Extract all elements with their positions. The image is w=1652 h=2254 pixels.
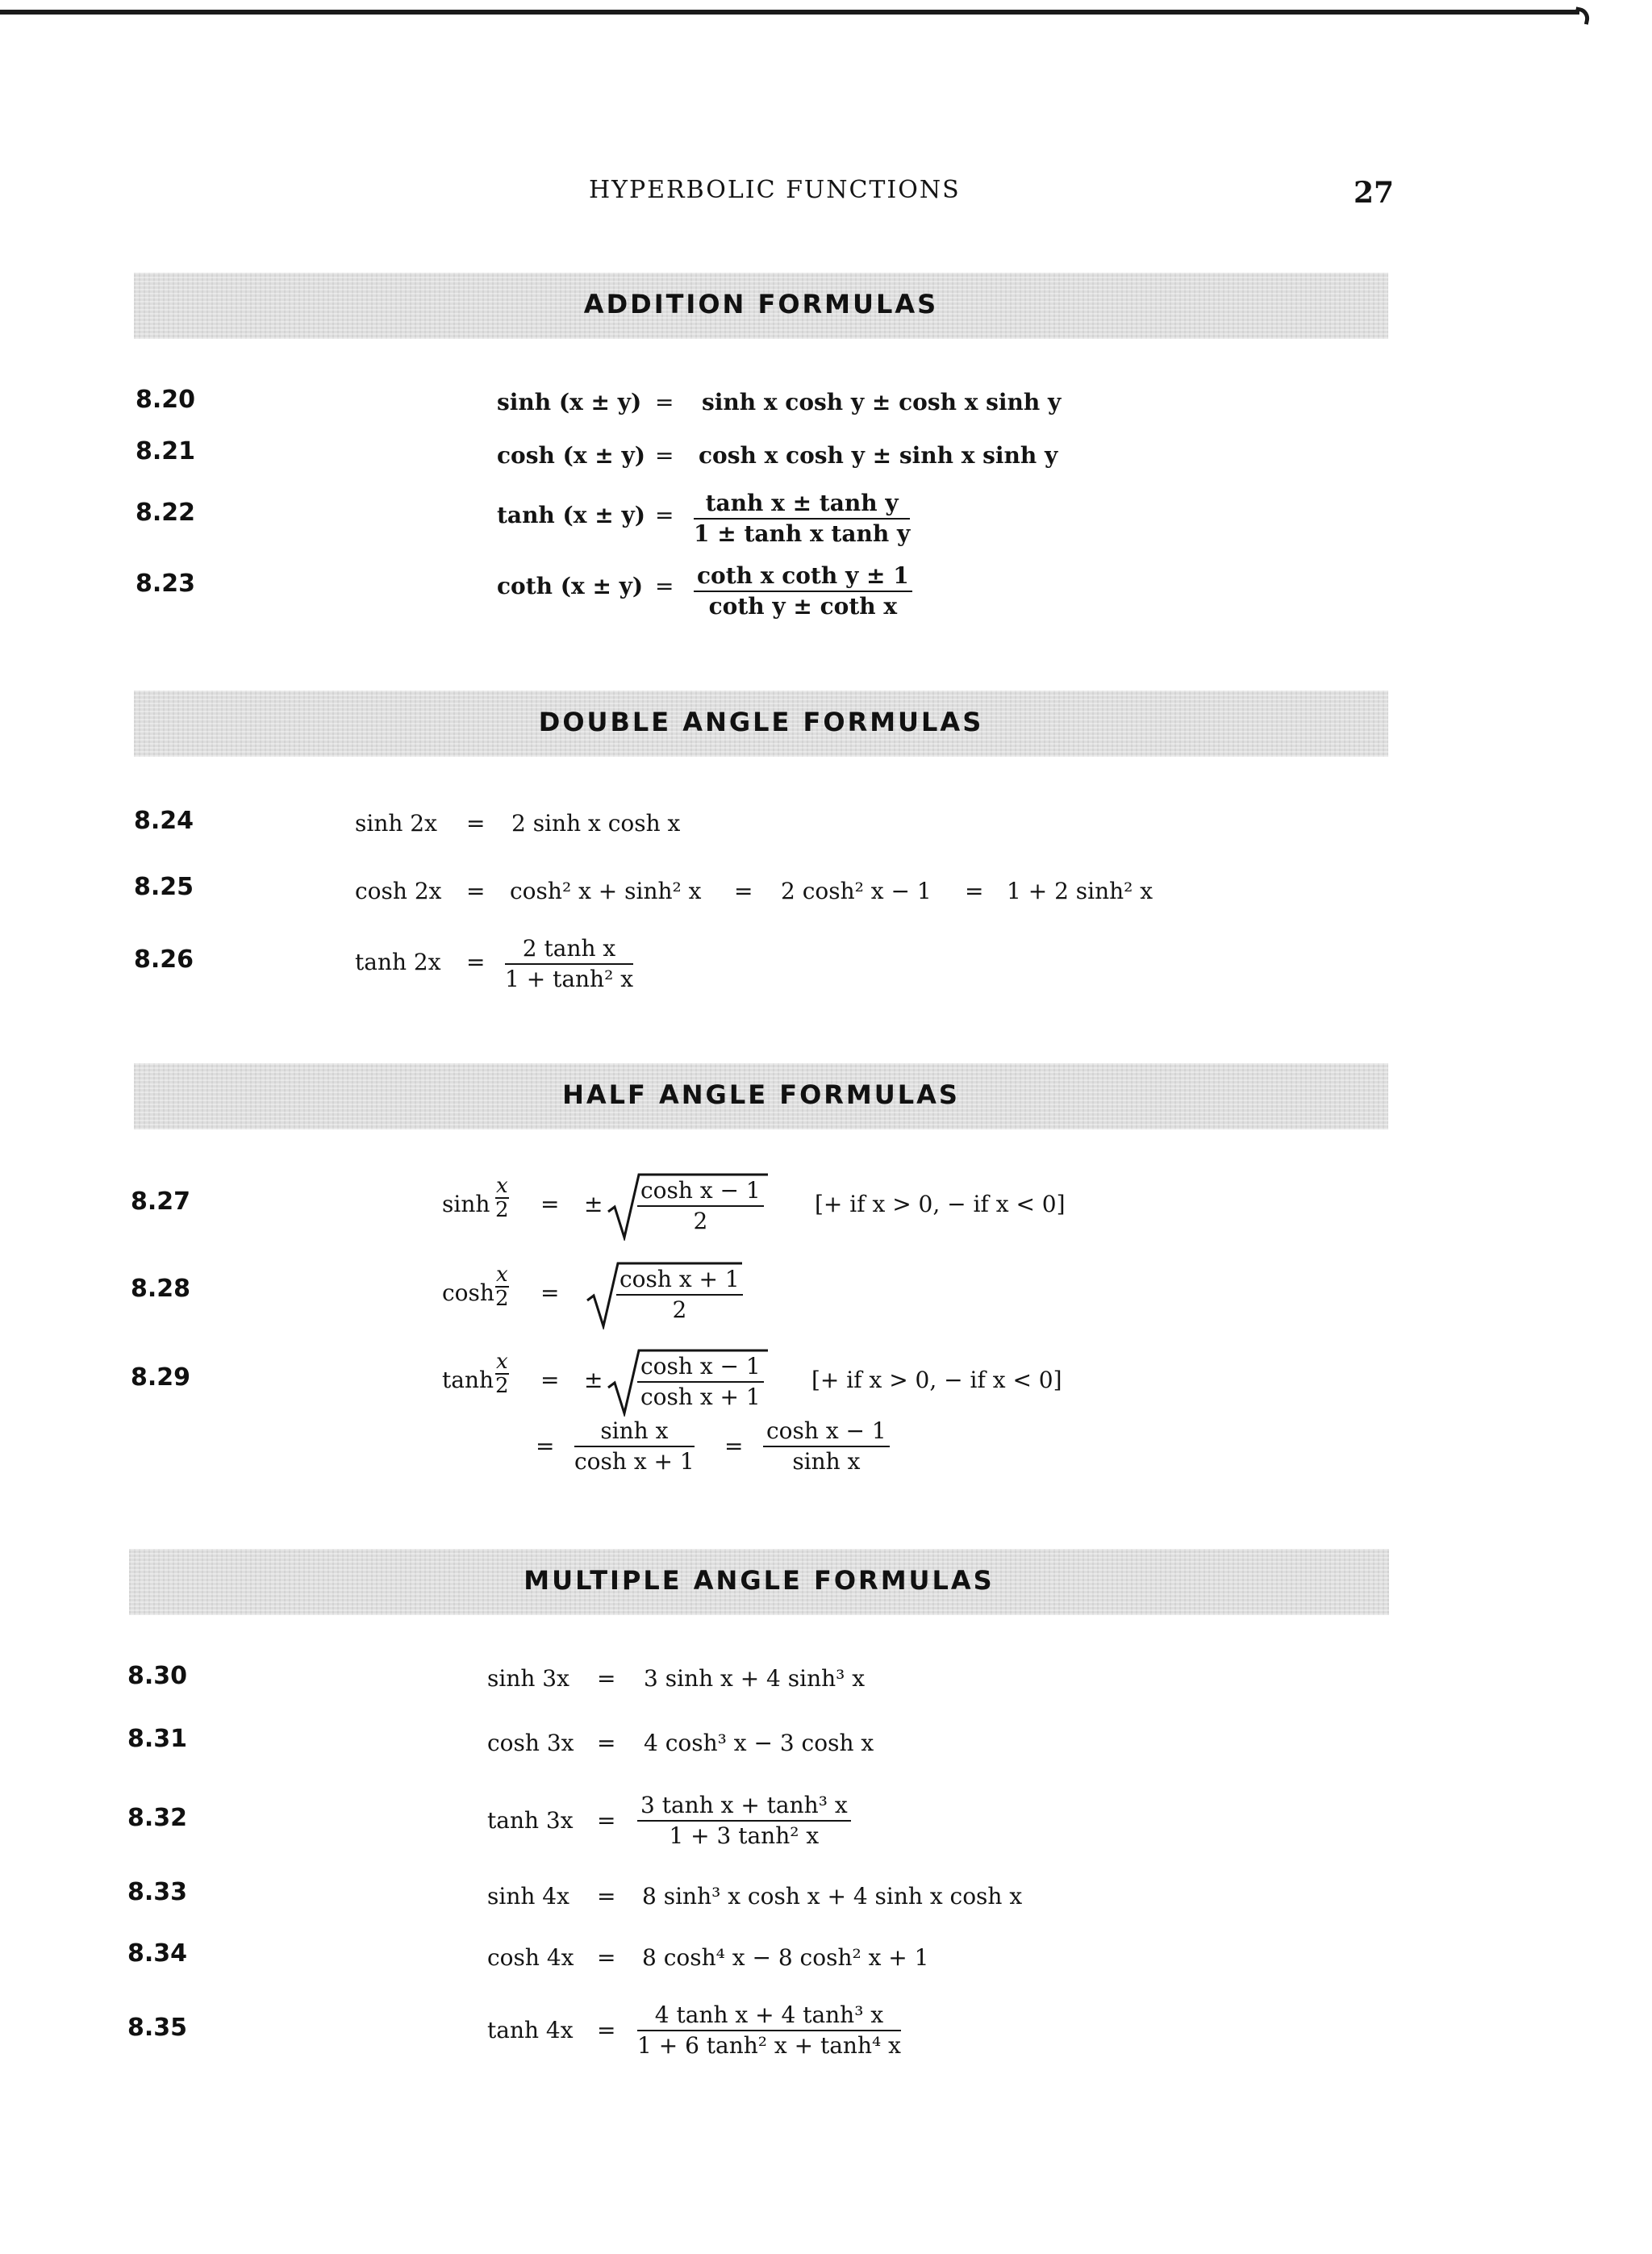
formula-8-20-rhs: sinh x cosh y ± cosh x sinh y [702, 389, 1062, 415]
formula-number-8-20: 8.20 [136, 386, 196, 414]
formula-8-27-radicand-numerator: cosh x − 1 [637, 1176, 764, 1207]
formula-8-34-lhs: cosh 4x [487, 1944, 574, 1971]
formula-8-22-lhs: tanh (x ± y) [497, 502, 645, 528]
formula-8-23-fraction [694, 561, 912, 621]
page-number: 27 [1354, 176, 1395, 210]
formula-8-29-radicand-denominator: cosh x + 1 [640, 1384, 761, 1410]
formula-number-8-33: 8.33 [127, 1878, 188, 1906]
formula-8-35-numerator: 4 tanh x + 4 tanh³ x [637, 2001, 901, 2031]
section-band-multiple-angle [129, 1549, 1389, 1615]
formula-8-28-arg-denominator: 2 [495, 1287, 509, 1311]
formula-number-8-26: 8.26 [134, 945, 194, 974]
formula-8-22-numerator: tanh x ± tanh y [694, 489, 910, 520]
formula-number-8-23: 8.23 [136, 570, 196, 598]
formula-8-29-denominator-3: sinh x [792, 1448, 861, 1475]
formula-8-26-lhs: tanh 2x [355, 949, 441, 975]
formula-8-25-rhs2: 2 cosh² x − 1 [781, 878, 932, 904]
section-title-double-angle: DOUBLE ANGLE FORMULAS [538, 707, 984, 737]
formula-number-8-28: 8.28 [131, 1275, 191, 1303]
formula-8-30-equals: = [597, 1665, 616, 1692]
formula-8-29-radicand [637, 1352, 764, 1412]
formula-8-29-equals-2: = [536, 1433, 555, 1459]
formula-8-29-numerator-2: sinh x [574, 1417, 695, 1447]
formula-8-21-equals: = [655, 442, 674, 469]
formula-number-8-29: 8.29 [131, 1363, 191, 1392]
formula-8-27-arg-denominator: 2 [495, 1198, 509, 1222]
formula-8-21-lhs: cosh (x ± y) [497, 442, 646, 469]
formula-8-32-numerator: 3 tanh x + tanh³ x [637, 1791, 851, 1822]
formula-8-29-fraction-3 [763, 1417, 890, 1476]
formula-8-25-equals: = [466, 878, 486, 904]
formula-8-20-lhs: sinh (x ± y) [497, 389, 642, 415]
formula-number-8-22: 8.22 [136, 499, 196, 527]
formula-8-27-radicand-denominator: 2 [693, 1208, 708, 1234]
formula-8-23-denominator: coth y ± coth x [708, 593, 898, 620]
formula-number-8-27: 8.27 [131, 1188, 191, 1216]
formula-8-23-lhs: coth (x ± y) [497, 573, 644, 599]
formula-8-29-arg-numerator: x [495, 1350, 508, 1374]
formula-8-28-radicand-denominator: 2 [672, 1296, 687, 1323]
formula-8-28-argument [495, 1263, 509, 1310]
formula-8-30-rhs: 3 sinh x + 4 sinh³ x [644, 1665, 866, 1692]
formula-8-27-argument [495, 1175, 509, 1221]
formula-8-24-lhs: sinh 2x [355, 810, 437, 837]
formula-8-29-function: tanh [442, 1367, 494, 1393]
section-band-half-angle [134, 1063, 1388, 1129]
section-band-addition [134, 273, 1388, 339]
formula-8-34-equals: = [597, 1944, 616, 1971]
formula-8-27-radicand [637, 1176, 764, 1236]
formula-8-25-lhs: cosh 2x [355, 878, 442, 904]
formula-8-29-equals-3: = [724, 1433, 744, 1459]
formula-number-8-31: 8.31 [127, 1725, 188, 1753]
formula-number-8-30: 8.30 [127, 1662, 188, 1690]
formula-8-31-rhs: 4 cosh³ x − 3 cosh x [644, 1730, 874, 1756]
formula-8-27-condition: [+ if x > 0, − if x < 0] [815, 1191, 1066, 1217]
formula-8-26-numerator: 2 tanh x [505, 934, 633, 965]
formula-8-23-equals: = [655, 573, 674, 599]
formula-8-29-numerator-3: cosh x − 1 [763, 1417, 890, 1447]
formula-number-8-34: 8.34 [127, 1939, 188, 1968]
section-title-half-angle: HALF ANGLE FORMULAS [562, 1079, 960, 1110]
formula-8-32-lhs: tanh 3x [487, 1807, 574, 1834]
formula-8-32-fraction [637, 1791, 851, 1851]
formula-8-28-arg-numerator: x [495, 1263, 508, 1287]
formula-8-28-radicand [616, 1265, 743, 1325]
formula-8-29-radicand-numerator: cosh x − 1 [637, 1352, 764, 1383]
formula-8-27-plus-minus: ± [584, 1191, 603, 1217]
section-band-double-angle [134, 691, 1388, 757]
formula-8-27-arg-numerator: x [495, 1174, 508, 1198]
formula-8-29-condition: [+ if x > 0, − if x < 0] [811, 1367, 1062, 1393]
formula-8-25-equals-3: = [965, 878, 984, 904]
formula-8-29-arg-denominator: 2 [495, 1374, 509, 1398]
formula-number-8-21: 8.21 [136, 437, 196, 465]
formula-8-31-lhs: cosh 3x [487, 1730, 574, 1756]
formula-8-29-equals: = [540, 1367, 560, 1393]
formula-8-32-denominator: 1 + 3 tanh² x [669, 1822, 820, 1849]
formula-8-35-fraction [637, 2001, 901, 2060]
formula-8-35-denominator: 1 + 6 tanh² x + tanh⁴ x [637, 2032, 901, 2059]
formula-8-28-function: cosh [442, 1279, 494, 1306]
section-title-multiple-angle: MULTIPLE ANGLE FORMULAS [524, 1565, 995, 1596]
formula-8-30-lhs: sinh 3x [487, 1665, 569, 1692]
formula-8-28-equals: = [540, 1279, 560, 1306]
formula-8-26-fraction [505, 934, 633, 994]
formula-8-25-rhs3: 1 + 2 sinh² x [1007, 878, 1153, 904]
formula-number-8-24: 8.24 [134, 807, 194, 835]
formula-8-22-denominator: 1 ± tanh x tanh y [694, 520, 911, 547]
formula-number-8-25: 8.25 [134, 873, 194, 901]
formula-8-31-equals: = [597, 1730, 616, 1756]
formula-8-28-radicand-numerator: cosh x + 1 [616, 1265, 743, 1296]
formula-8-29-denominator-2: cosh x + 1 [574, 1448, 695, 1475]
formula-number-8-35: 8.35 [127, 2014, 188, 2042]
formula-8-23-numerator: coth x coth y ± 1 [694, 561, 912, 592]
formula-8-24-equals: = [466, 810, 486, 837]
formula-8-33-equals: = [597, 1883, 616, 1910]
formula-8-33-rhs: 8 sinh³ x cosh x + 4 sinh x cosh x [642, 1883, 1023, 1910]
formula-8-26-equals: = [466, 949, 486, 975]
formula-8-22-fraction [694, 489, 910, 549]
formula-8-27-equals: = [540, 1191, 560, 1217]
formula-8-33-lhs: sinh 4x [487, 1883, 569, 1910]
formula-8-24-rhs: 2 sinh x cosh x [511, 810, 681, 837]
formula-8-35-equals: = [597, 2017, 616, 2043]
formula-8-29-fraction-2 [574, 1417, 695, 1476]
formula-8-25-rhs1: cosh² x + sinh² x [510, 878, 702, 904]
formula-8-26-denominator: 1 + tanh² x [505, 966, 634, 992]
formula-8-22-equals: = [655, 502, 674, 528]
formula-8-21-rhs: cosh x cosh y ± sinh x sinh y [699, 442, 1058, 469]
formula-8-29-argument [495, 1350, 509, 1397]
top-rule-curl [1573, 6, 1592, 25]
formula-8-20-equals: = [655, 389, 674, 415]
formula-8-29-plus-minus: ± [584, 1367, 603, 1393]
formula-8-27-function: sinh [442, 1191, 490, 1217]
section-title-addition: ADDITION FORMULAS [583, 289, 939, 319]
formula-8-32-equals: = [597, 1807, 616, 1834]
formula-number-8-32: 8.32 [127, 1804, 188, 1832]
formula-8-34-rhs: 8 cosh⁴ x − 8 cosh² x + 1 [642, 1944, 929, 1971]
top-rule [0, 10, 1579, 15]
formula-8-35-lhs: tanh 4x [487, 2017, 574, 2043]
running-header: HYPERBOLIC FUNCTIONS [589, 176, 961, 204]
formula-8-25-equals-2: = [734, 878, 753, 904]
